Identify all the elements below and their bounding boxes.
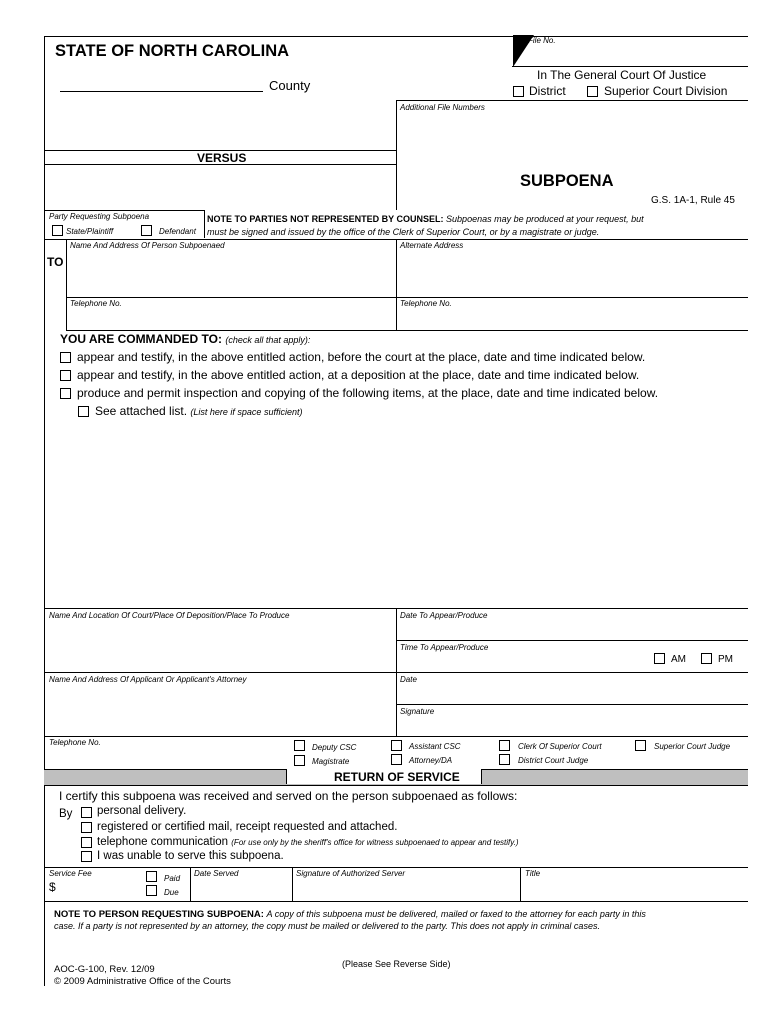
dollar-sign: $ <box>49 880 56 894</box>
versus-underline <box>44 164 396 165</box>
footer-note-line1: A copy of this subpoena must be delivered, mailed or faxed to the attorney for each party in this <box>266 909 646 919</box>
additional-file-label: Additional File Numbers <box>400 103 485 112</box>
appear-deposition-label: appear and testify, in the above entitled action, at a deposition at the place, date and time indicated below. <box>77 368 640 382</box>
certify-text: I certify this subpoena was received and served on the person subpoenaed as follows: <box>59 789 518 803</box>
appear-deposition-checkbox[interactable] <box>60 370 71 381</box>
attached-list-hint: (List here if space sufficient) <box>190 407 303 417</box>
left-border <box>44 36 45 986</box>
sig-server-label: Signature of Authorized Server <box>296 869 406 878</box>
file-no-label: File No. <box>528 36 556 45</box>
telephone-row-line <box>44 736 748 737</box>
district-judge-checkbox[interactable] <box>499 754 510 765</box>
pm-checkbox[interactable] <box>701 653 712 664</box>
form-number: AOC-G-100, Rev. 12/09 <box>54 964 155 975</box>
footer-note <box>54 909 744 920</box>
superior-division-label: Superior Court Division <box>604 84 728 98</box>
clerk-superior-label: Clerk Of Superior Court <box>518 742 602 751</box>
statute-label: G.S. 1A-1, Rule 45 <box>651 195 735 206</box>
paid-checkbox[interactable] <box>146 871 157 882</box>
mail-checkbox[interactable] <box>81 822 92 833</box>
telephone-comm-label: telephone communication <box>97 836 229 848</box>
unable-checkbox[interactable] <box>81 851 92 862</box>
superior-judge-checkbox[interactable] <box>635 740 646 751</box>
applicant-telephone-label: Telephone No. <box>49 738 101 747</box>
telephone-comm <box>97 836 519 848</box>
sig-server-divider <box>292 867 293 901</box>
to-inner-left <box>66 239 67 331</box>
time-appear-label: Time To Appear/Produce <box>400 643 489 652</box>
telephone-comm-hint: (For use only by the sheriff's office for witness subpoenaed to appear and testify.) <box>231 838 519 847</box>
superior-division-checkbox[interactable] <box>587 86 598 97</box>
attached-list <box>95 404 302 418</box>
date-served-label: Date Served <box>194 869 239 878</box>
appear-court-checkbox[interactable] <box>60 352 71 363</box>
am-checkbox[interactable] <box>654 653 665 664</box>
note-counsel-bold: NOTE TO PARTIES NOT REPRESENTED BY COUNSEL: <box>207 214 444 224</box>
caption-vertical-line <box>396 100 397 210</box>
footer-note-bold: NOTE TO PERSON REQUESTING SUBPOENA: <box>54 909 264 920</box>
header-divider <box>396 100 748 101</box>
mail-label: registered or certified mail, receipt requested and attached. <box>97 821 398 833</box>
district-judge-label: District Court Judge <box>518 756 589 765</box>
defendant-label: Defendant <box>159 227 196 236</box>
time-line <box>396 640 748 641</box>
deputy-csc-label: Deputy CSC <box>312 743 357 752</box>
appear-court-label: appear and testify, in the above entitled action, before the court at the place, date and time indicated below. <box>77 350 646 364</box>
due-checkbox[interactable] <box>146 885 157 896</box>
due-label: Due <box>164 888 179 897</box>
copyright: © 2009 Administrative Office of the Courts <box>54 976 231 987</box>
title-label: Title <box>525 869 541 878</box>
party-top-line <box>44 210 204 211</box>
commanded-heading <box>60 332 310 346</box>
attorney-da-checkbox[interactable] <box>391 754 402 765</box>
service-fee-top <box>44 867 748 868</box>
location-label: Name And Location Of Court/Place Of Deposition/Place To Produce <box>49 611 290 620</box>
clerk-superior-checkbox[interactable] <box>499 740 510 751</box>
telephone-comm-checkbox[interactable] <box>81 837 92 848</box>
reverse-side-label: (Please See Reverse Side) <box>342 959 451 969</box>
top-border <box>44 36 748 37</box>
district-checkbox[interactable] <box>513 86 524 97</box>
telephone-label-1: Telephone No. <box>70 299 122 308</box>
magistrate-checkbox[interactable] <box>294 755 305 766</box>
telephone-line <box>66 297 748 298</box>
attached-list-checkbox[interactable] <box>78 406 89 417</box>
personal-delivery-label: personal delivery. <box>97 805 187 817</box>
assistant-csc-label: Assistant CSC <box>409 742 461 751</box>
party-divider <box>204 210 205 238</box>
am-label: AM <box>671 654 686 665</box>
personal-delivery-checkbox[interactable] <box>81 807 92 818</box>
date-label: Date <box>400 675 417 684</box>
to-label: TO <box>47 255 64 269</box>
telephone-label-2: Telephone No. <box>400 299 452 308</box>
superior-judge-label: Superior Court Judge <box>654 742 731 751</box>
attached-list-label: See attached list. <box>95 404 188 418</box>
date-served-divider <box>190 867 191 901</box>
to-mid-divider <box>396 239 397 331</box>
state-plaintiff-label: State/Plaintiff <box>66 227 114 236</box>
to-bottom-line <box>66 330 748 331</box>
commanded-bold: YOU ARE COMMANDED TO: <box>60 332 222 346</box>
party-requesting-label: Party Requesting Subpoena <box>49 212 150 221</box>
pm-label: PM <box>718 654 733 665</box>
applicant-label: Name And Address Of Applicant Or Applicant's Attorney <box>49 675 247 684</box>
service-fee-bottom <box>44 901 748 902</box>
paid-label: Paid <box>164 874 181 883</box>
return-service-heading: RETURN OF SERVICE <box>334 770 460 784</box>
deputy-csc-checkbox[interactable] <box>294 740 305 751</box>
file-no-line <box>512 66 748 67</box>
name-address-label: Name And Address Of Person Subpoenaed <box>70 241 225 250</box>
title-divider <box>520 867 521 901</box>
magistrate-label: Magistrate <box>312 757 350 766</box>
date-appear-label: Date To Appear/Produce <box>400 611 488 620</box>
defendant-checkbox[interactable] <box>141 225 152 236</box>
service-fee-label: Service Fee <box>49 869 92 878</box>
signature-label: Signature <box>400 707 435 716</box>
produce-label: produce and permit inspection and copying of the following items, at the place, date and time indicated below. <box>77 386 659 400</box>
note-counsel-line2: must be signed and issued by the office of the Clerk of Superior Court, or by a magistrate or judge. <box>207 227 600 237</box>
produce-checkbox[interactable] <box>60 388 71 399</box>
district-label: District <box>529 84 566 98</box>
attorney-da-label: Attorney/DA <box>409 756 453 765</box>
state-plaintiff-checkbox[interactable] <box>52 225 63 236</box>
note-counsel <box>207 214 747 224</box>
county-line <box>60 91 263 92</box>
court-title: In The General Court Of Justice <box>537 68 707 82</box>
alternate-address-label: Alternate Address <box>400 241 464 250</box>
applicant-line <box>44 672 748 673</box>
note-counsel-line1: Subpoenas may be produced at your request, but <box>446 214 644 224</box>
assistant-csc-checkbox[interactable] <box>391 740 402 751</box>
county-label: County <box>269 78 311 93</box>
unable-label: I was unable to serve this subpoena. <box>97 850 284 862</box>
by-label: By <box>59 808 73 820</box>
state-title: STATE OF NORTH CAROLINA <box>55 42 290 60</box>
commanded-hint: (check all that apply): <box>225 335 311 345</box>
subpoena-title: SUBPOENA <box>520 172 614 190</box>
versus-label: VERSUS <box>197 151 247 165</box>
signature-line <box>396 704 748 705</box>
footer-note-line2: case. If a party is not represented by an attorney, the copy must be mailed or delivered to the party. This does not apply in criminal cases. <box>54 921 600 931</box>
